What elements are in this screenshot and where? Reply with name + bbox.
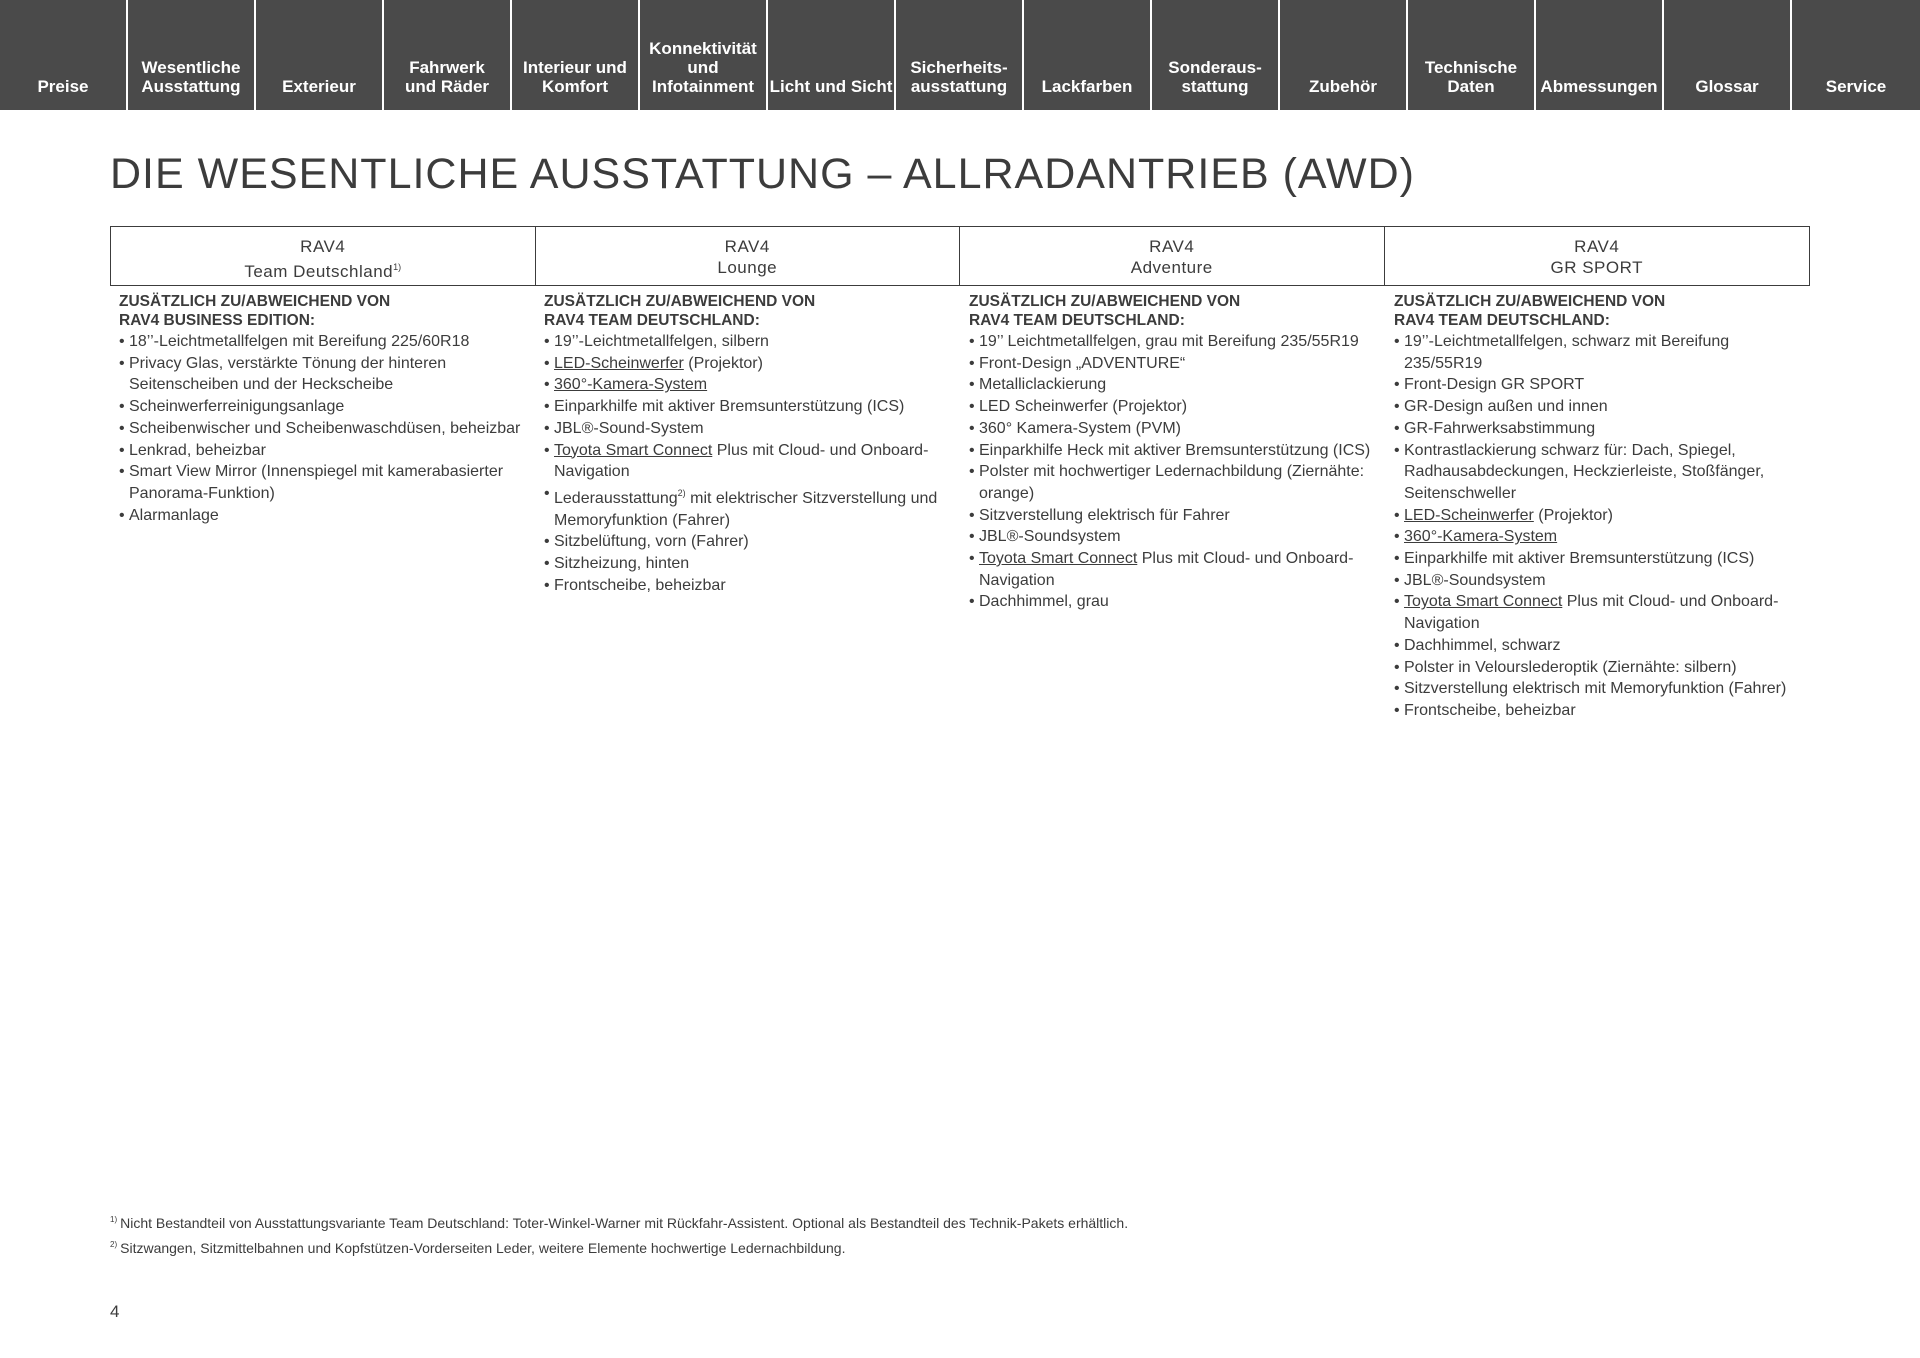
feature-text: Metalliclackierung (979, 376, 1107, 394)
list-item (544, 553, 952, 575)
nav-tab-service[interactable]: Service (1792, 0, 1920, 110)
feature-list (1394, 331, 1802, 722)
table-body-row (110, 286, 1810, 722)
feature-text: GR-Design außen und innen (1404, 398, 1608, 416)
column-header (111, 227, 536, 285)
subheading-line: ZUSÄTZLICH ZU/ABWEICHEND VON (1394, 293, 1666, 310)
list-item (544, 575, 952, 597)
feature-text: Plus mit Cloud- und Onboard-Navigation (554, 441, 929, 481)
subheading-line: ZUSÄTZLICH ZU/ABWEICHEND VON (544, 293, 816, 310)
footnote-text: Sitzwangen, Sitzmittelbahnen und Kopfstützen-Vorderseiten Leder, weitere Elemente hochwertige Ledernachbildung. (120, 1240, 846, 1256)
variant-name (960, 257, 1384, 278)
feature-text: Einparkhilfe mit aktiver Bremsunterstützung (ICS) (1404, 550, 1755, 568)
list-item (969, 526, 1377, 548)
feature-link[interactable]: 360°-Kamera-System (1404, 528, 1558, 546)
list-item (1394, 440, 1802, 505)
variant-label: GR SPORT (1550, 258, 1643, 277)
feature-text: Frontscheibe, beheizbar (1404, 701, 1576, 719)
list-item (969, 396, 1377, 418)
list-item (1394, 505, 1802, 527)
subheading-line: RAV4 TEAM DEUTSCHLAND: (1394, 312, 1610, 329)
footnote-mark: 2) (110, 1240, 118, 1249)
equipment-column (110, 286, 535, 722)
feature-text: JBL®-Soundsystem (979, 528, 1121, 546)
model-name: RAV4 (724, 237, 770, 256)
list-item (1394, 526, 1802, 548)
nav-tab-glossar[interactable]: Glossar (1664, 0, 1790, 110)
feature-text: Alarmanlage (129, 506, 219, 524)
list-item (969, 548, 1377, 591)
feature-list (969, 331, 1377, 613)
footnote-mark: 1) (110, 1215, 118, 1224)
list-item (544, 396, 952, 418)
feature-text: Einparkhilfe Heck mit aktiver Bremsunterstützung (ICS) (979, 441, 1371, 459)
feature-text: Dachhimmel, schwarz (1404, 636, 1561, 654)
variant-name (536, 257, 960, 278)
list-item (544, 331, 952, 353)
variant-name (1385, 257, 1810, 278)
equipment-column (535, 286, 960, 722)
feature-text: Kontrastlackierung schwarz für: Dach, Spiegel, Radhausabdeckungen, Heckzierleiste, Stoßfänger, Seitenschweller (1404, 441, 1765, 502)
list-item (1394, 396, 1802, 418)
list-item (1394, 678, 1802, 700)
subheading-line: RAV4 BUSINESS EDITION: (119, 312, 316, 329)
list-item (1394, 548, 1802, 570)
list-item (119, 505, 527, 527)
list-item (119, 440, 527, 462)
feature-text: (Projektor) (1533, 506, 1613, 524)
subheading-line: ZUSÄTZLICH ZU/ABWEICHEND VON (119, 293, 391, 310)
model-name: RAV4 (1149, 237, 1195, 256)
model-name: RAV4 (1574, 237, 1620, 256)
nav-tab-lackfarben[interactable]: Lackfarben (1024, 0, 1150, 110)
list-item (119, 418, 527, 440)
column-header (1385, 227, 1810, 285)
feature-text: Privacy Glas, verstärkte Tönung der hinteren Seitenscheiben und der Heckscheibe (129, 354, 447, 394)
feature-text: Lenkrad, beheizbar (129, 441, 266, 459)
feature-text: 360° Kamera-System (PVM) (979, 419, 1182, 437)
feature-list (119, 331, 527, 526)
nav-tab-sonderaus-stattung[interactable]: Sonderaus- stattung (1152, 0, 1278, 110)
feature-text: 19’’-Leichtmetallfelgen, schwarz mit Bereifung 235/55R19 (1404, 333, 1730, 372)
table-header-row (110, 226, 1810, 286)
equipment-table (110, 226, 1810, 722)
nav-tab-konnektivität-und-infotainment[interactable]: Konnektivität und Infotainment (640, 0, 766, 110)
nav-tab-sicherheits-ausstattung[interactable]: Sicherheits- ausstattung (896, 0, 1022, 110)
column-subheading (119, 292, 527, 330)
feature-text: mit elektrischer Sitzverstellung und Memoryfunktion (Fahrer) (554, 489, 938, 529)
feature-text: Sitzverstellung elektrisch mit Memoryfunktion (Fahrer) (1404, 680, 1787, 698)
model-name: RAV4 (300, 237, 346, 256)
list-item (119, 461, 527, 504)
equipment-column (960, 286, 1385, 722)
nav-tab-abmessungen[interactable]: Abmessungen (1536, 0, 1662, 110)
feature-text: Frontscheibe, beheizbar (554, 576, 726, 594)
nav-tab-preise[interactable]: Preise (0, 0, 126, 110)
list-item (1394, 700, 1802, 722)
equipment-column (1385, 286, 1810, 722)
feature-link[interactable]: Toyota Smart Connect (554, 441, 713, 459)
variant-label: Team Deutschland (244, 262, 394, 281)
feature-text: Sitzbelüftung, vorn (Fahrer) (554, 533, 749, 551)
subheading-line: RAV4 TEAM DEUTSCHLAND: (544, 312, 760, 329)
variant-label: Adventure (1130, 258, 1213, 277)
feature-text: Smart View Mirror (Innenspiegel mit kamerabasierter Panorama-Funktion) (129, 463, 504, 502)
nav-tab-zubehör[interactable]: Zubehör (1280, 0, 1406, 110)
feature-text: Plus mit Cloud- und Onboard-Navigation (1404, 593, 1779, 633)
list-item (1394, 657, 1802, 679)
feature-text: 19’’ Leichtmetallfelgen, grau mit Bereifung 235/55R19 (979, 333, 1359, 350)
column-header (536, 227, 961, 285)
footnote (110, 1209, 1128, 1234)
feature-text: 18’’-Leichtmetallfelgen mit Bereifung 225/60R18 (129, 333, 470, 350)
feature-text: Sitzverstellung elektrisch für Fahrer (979, 506, 1230, 524)
list-item (544, 353, 952, 375)
list-item (969, 353, 1377, 375)
footnote-ref: 2) (677, 487, 686, 498)
feature-text: Sitzheizung, hinten (554, 555, 690, 573)
feature-text: Front-Design „ADVENTURE“ (979, 354, 1186, 372)
column-subheading (544, 292, 952, 330)
feature-text: Polster mit hochwertiger Ledernachbildung (Ziernähte: orange) (979, 463, 1365, 502)
list-item (544, 440, 952, 483)
list-item (119, 396, 527, 418)
top-navigation (0, 0, 1920, 110)
feature-link[interactable]: 360°-Kamera-System (554, 376, 708, 394)
feature-text: JBL®-Soundsystem (1404, 571, 1546, 589)
list-item (969, 591, 1377, 613)
footnote (110, 1234, 1128, 1259)
list-item (1394, 418, 1802, 440)
list-item (544, 374, 952, 396)
feature-text: JBL®-Sound-System (554, 419, 704, 437)
feature-link[interactable]: Toyota Smart Connect (979, 550, 1138, 568)
page-title: DIE WESENTLICHE AUSSTATTUNG – ALLRADANTRIEB (AWD) (110, 150, 1415, 198)
feature-link[interactable]: LED-Scheinwerfer (554, 354, 684, 372)
nav-tab-exterieur[interactable]: Exterieur (256, 0, 382, 110)
footnote-ref: 1) (393, 262, 402, 272)
feature-link[interactable]: LED-Scheinwerfer (1404, 506, 1534, 524)
list-item (969, 505, 1377, 527)
feature-text: Plus mit Cloud- und Onboard-Navigation (979, 550, 1354, 589)
subheading-line: RAV4 TEAM DEUTSCHLAND: (969, 312, 1185, 329)
feature-text: Scheinwerferreinigungsanlage (129, 398, 345, 416)
feature-text: Front-Design GR SPORT (1404, 376, 1585, 394)
list-item (1394, 374, 1802, 396)
list-item (1394, 591, 1802, 634)
list-item (969, 461, 1377, 504)
list-item (119, 353, 527, 396)
feature-text: Polster in Velourslederoptik (Ziernähte: silbern) (1404, 658, 1737, 676)
list-item (1394, 635, 1802, 657)
list-item (544, 418, 952, 440)
nav-tab-licht-und-sicht[interactable]: Licht und Sicht (768, 0, 894, 110)
column-subheading (1394, 292, 1802, 330)
feature-text: (Projektor) (683, 354, 763, 372)
nav-tab-interieur-und-komfort[interactable]: Interieur und Komfort (512, 0, 638, 110)
feature-text: LED Scheinwerfer (Projektor) (979, 398, 1188, 416)
subheading-line: ZUSÄTZLICH ZU/ABWEICHEND VON (969, 293, 1241, 310)
page-number: 4 (110, 1302, 120, 1321)
list-item (969, 331, 1377, 353)
nav-tab-technische-daten[interactable]: Technische Daten (1408, 0, 1534, 110)
list-item (969, 374, 1377, 396)
list-item (544, 531, 952, 553)
footnotes (110, 1209, 1128, 1259)
feature-text: 19’’-Leichtmetallfelgen, silbern (554, 333, 769, 350)
list-item (969, 440, 1377, 462)
list-item (119, 331, 527, 353)
feature-text: Einparkhilfe mit aktiver Bremsunterstützung (ICS) (554, 398, 905, 416)
column-subheading (969, 292, 1377, 330)
feature-text: GR-Fahrwerksabstimmung (1404, 419, 1596, 437)
nav-tab-wesentliche-ausstattung[interactable]: Wesentliche Ausstattung (128, 0, 254, 110)
list-item (544, 483, 952, 531)
feature-text: Lederausstattung (554, 489, 678, 507)
list-item (969, 418, 1377, 440)
footnote-text: Nicht Bestandteil von Ausstattungsvariante Team Deutschland: Toter-Winkel-Warner mit Rückfahr-Assistent. Optional als Bestandteil des Technik-Pakets erhältlich. (120, 1215, 1129, 1231)
list-item (1394, 331, 1802, 374)
feature-list (544, 331, 952, 596)
variant-name (111, 257, 535, 282)
column-header (960, 227, 1385, 285)
feature-text: Dachhimmel, grau (979, 593, 1109, 611)
list-item (1394, 570, 1802, 592)
nav-tab-fahrwerk-und-räder[interactable]: Fahrwerk und Räder (384, 0, 510, 110)
feature-text: Scheibenwischer und Scheibenwaschdüsen, beheizbar (129, 419, 521, 437)
variant-label: Lounge (717, 258, 778, 277)
feature-link[interactable]: Toyota Smart Connect (1404, 593, 1563, 611)
